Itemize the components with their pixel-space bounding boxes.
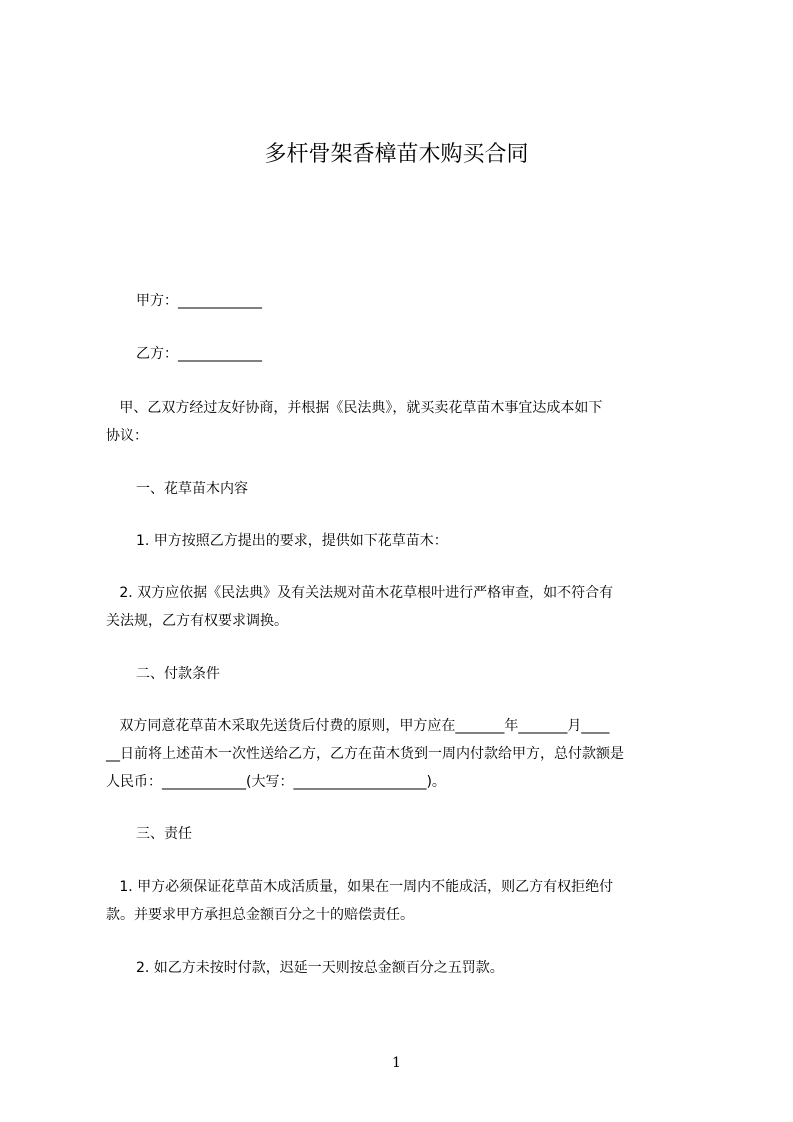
intro-line-2: 协议：	[106, 428, 148, 444]
section1-item2-line-1: 2. 双方应依据《民法典》及有关法规对苗木花草根叶进行严格审查，如不符合有	[106, 585, 614, 601]
section2-body-line-1: 双方同意花草苗木采取先送货后付费的原则，甲方应在_______年_______月____	[106, 718, 610, 734]
section3-heading: 三、责任	[136, 826, 192, 842]
section2-heading: 二、付款条件	[136, 666, 220, 682]
section2-body-line-2: __日前将上述苗木一次性送给乙方，乙方在苗木货到一周内付款给甲方，总付款额是	[106, 746, 624, 762]
section3-item1-line-2: 款。并要求甲方承担总金额百分之十的赔偿责任。	[106, 907, 414, 923]
section1-heading: 一、花草苗木内容	[136, 481, 248, 497]
section3-item1-line-1: 1. 甲方必须保证花草苗木成活质量，如果在一周内不能成活，则乙方有权拒绝付	[106, 879, 614, 895]
page-number: 1	[392, 1055, 401, 1071]
section1-item1: 1. 甲方按照乙方提出的要求，提供如下花草苗木：	[136, 533, 448, 549]
party-b-line: 乙方：____________	[136, 346, 262, 362]
section3-item2: 2. 如乙方未按时付款，迟延一天则按总金额百分之五罚款。	[136, 960, 504, 976]
section2-body-line-3: 人民币：____________(大写：___________________)。	[106, 774, 446, 790]
intro-line-1: 甲、乙双方经过友好协商，并根据《民法典》，就买卖花草苗木事宜达成本如下	[106, 400, 603, 416]
section1-item2-line-2: 关法规，乙方有权要求调换。	[106, 613, 288, 629]
party-a-line: 甲方：____________	[136, 293, 262, 309]
document-title: 多杆骨架香樟苗木购买合同	[264, 142, 529, 167]
